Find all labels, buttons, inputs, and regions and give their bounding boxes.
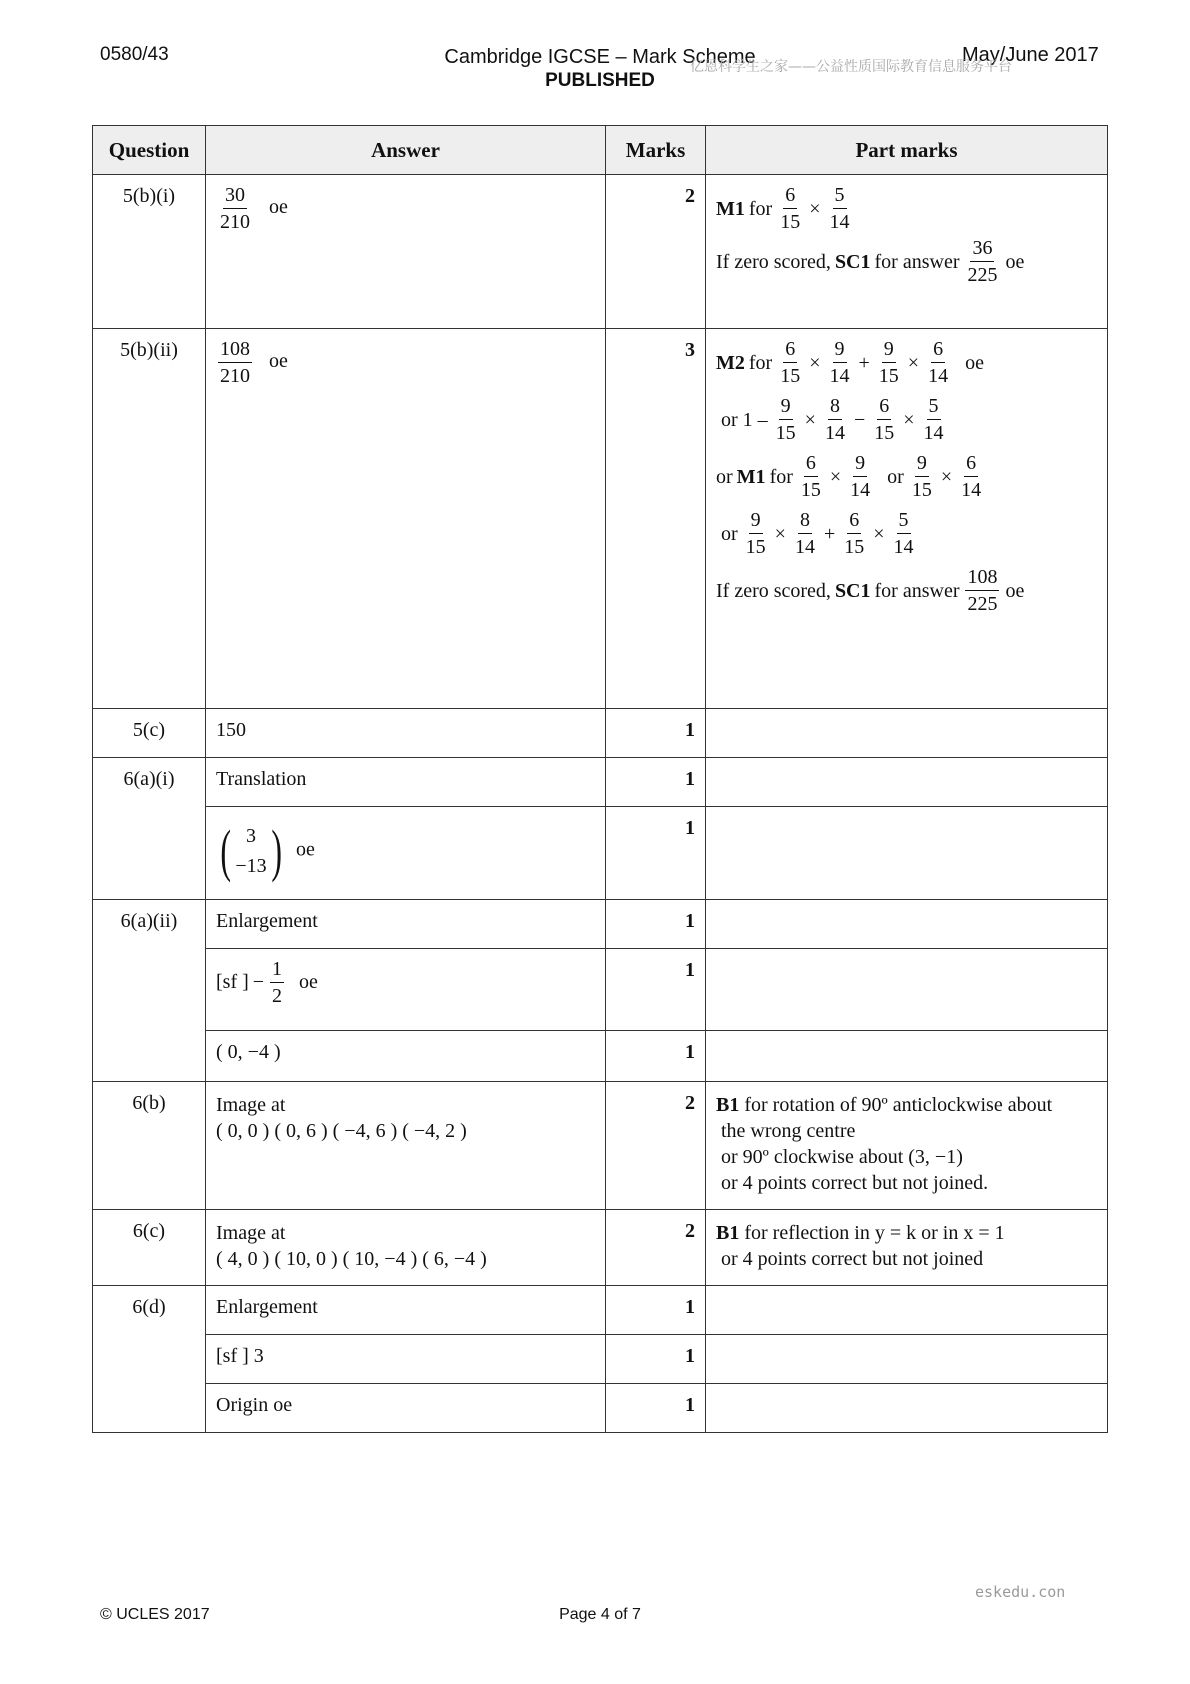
mark-code: SC1	[834, 579, 871, 602]
denominator: 14	[824, 422, 845, 444]
question-cell: 5(c)	[93, 709, 206, 758]
part-marks-cell	[706, 1031, 1108, 1082]
text: for	[769, 465, 793, 488]
table-row	[93, 175, 1108, 329]
part-marks-cell	[706, 758, 1108, 807]
numerator: 6	[783, 339, 797, 363]
fraction	[848, 453, 872, 500]
fraction	[799, 453, 823, 500]
footer-watermark: eskedu.con	[975, 1583, 1066, 1601]
table-row	[93, 709, 1108, 758]
marks-cell: 1	[606, 949, 706, 1031]
part-marks-cell: M1 for $\frac{6}{15}$ × $\frac{5}{14}$ If zero scored, SC1 for answer $\frac{36}{225}$ oe	[706, 175, 1108, 329]
mark-code: B1	[716, 1094, 740, 1116]
numerator: 9	[915, 453, 929, 477]
text: for	[748, 197, 773, 220]
answer-cell: Enlargement	[206, 1286, 606, 1335]
marks-cell: 2	[606, 1210, 706, 1286]
copyright: © UCLES 2017	[100, 1606, 210, 1623]
text: [sf ]	[216, 971, 249, 993]
answer-cell: ( 0, −4 )	[206, 1031, 606, 1082]
mark-code: M1	[736, 465, 766, 488]
numerator: 5	[927, 396, 941, 420]
question-header: Question	[93, 126, 206, 175]
denominator: 14	[961, 479, 982, 501]
table-row	[93, 1335, 1108, 1384]
numerator: 9	[779, 396, 793, 420]
part-marks-cell	[706, 807, 1108, 900]
oe-note: oe	[299, 971, 318, 993]
document-title: Cambridge IGCSE – Mark Scheme	[444, 46, 756, 68]
denominator: 14	[923, 422, 944, 444]
text: for answer	[874, 250, 960, 273]
denominator: 14	[928, 365, 949, 387]
fraction	[823, 396, 847, 443]
denominator: 15	[780, 211, 801, 233]
text: If zero scored,	[716, 579, 831, 602]
text: the wrong centre	[721, 1120, 856, 1142]
answer-cell	[206, 1082, 606, 1210]
fraction	[959, 453, 983, 500]
fraction	[774, 396, 798, 443]
part-marks-cell	[706, 1384, 1108, 1433]
table-row	[93, 807, 1108, 900]
fraction	[778, 339, 802, 386]
denominator: 2	[272, 985, 283, 1007]
minus-sign: −	[252, 971, 265, 993]
table-row	[93, 1210, 1108, 1286]
denominator: 14	[893, 536, 914, 558]
fraction	[842, 510, 866, 557]
answer-cell	[206, 807, 606, 900]
text: or 90º clockwise about (3, −1)	[721, 1146, 963, 1168]
denominator: 14	[829, 365, 850, 387]
answer-cell: [sf ] 3	[206, 1335, 606, 1384]
marks-cell: 1	[606, 900, 706, 949]
denominator: 15	[780, 365, 801, 387]
numerator: 1	[270, 959, 284, 983]
text: or	[716, 465, 733, 488]
numerator: 6	[964, 453, 978, 477]
numerator: 6	[877, 396, 891, 420]
marks-cell: 1	[606, 1335, 706, 1384]
numerator: 9	[749, 510, 763, 534]
answer-cell: Origin oe	[206, 1384, 606, 1433]
part-marks-cell	[706, 1210, 1108, 1286]
numerator: 108	[965, 567, 999, 591]
numerator: 5	[897, 510, 911, 534]
numerator: 9	[853, 453, 867, 477]
denominator: 15	[844, 536, 865, 558]
denominator: 15	[911, 479, 932, 501]
answer-cell	[206, 1210, 606, 1286]
answer-cell	[206, 175, 606, 329]
fraction	[965, 238, 999, 285]
fraction	[828, 339, 852, 386]
fraction	[965, 567, 999, 614]
exam-session: May/June 2017	[962, 44, 1099, 66]
oe-note: oe	[1005, 250, 1025, 273]
numerator: 108	[218, 339, 252, 363]
answer-fraction	[218, 339, 252, 386]
numerator: 5	[833, 185, 847, 209]
text: or 4 points correct but not joined	[721, 1248, 984, 1270]
part-marks-cell	[706, 900, 1108, 949]
question-cell: 5(b)(i)	[93, 175, 206, 329]
right-paren: )	[270, 818, 282, 883]
fraction	[793, 510, 817, 557]
fraction	[892, 510, 916, 557]
question-cell: 6(b)	[93, 1082, 206, 1210]
table-header-row	[93, 126, 1108, 175]
answer-fraction	[218, 185, 252, 232]
denominator: 14	[850, 479, 871, 501]
part-marks-cell	[706, 709, 1108, 758]
text: for	[748, 351, 773, 374]
question-cell: 6(c)	[93, 1210, 206, 1286]
text: or	[887, 465, 904, 488]
denominator: 15	[878, 365, 899, 387]
denominator: 210	[220, 211, 250, 233]
paper-code: 0580/43	[100, 44, 169, 65]
fraction	[744, 510, 768, 557]
vector-entries	[235, 821, 266, 881]
text: for answer	[874, 579, 960, 602]
page-number: Page 4 of 7	[559, 1606, 641, 1623]
part-marks-cell	[706, 949, 1108, 1031]
numerator: 6	[847, 510, 861, 534]
text: or 4 points correct but not joined.	[721, 1172, 989, 1194]
fraction	[926, 339, 950, 386]
marks-cell: 1	[606, 1384, 706, 1433]
answer-cell: Translation	[206, 758, 606, 807]
fraction	[910, 453, 934, 500]
marks-cell: 2	[606, 175, 706, 329]
part-marks-cell	[706, 1082, 1108, 1210]
question-cell: 6(d)	[93, 1286, 206, 1433]
fraction	[922, 396, 946, 443]
vector-top: 3	[245, 825, 256, 847]
vector-bottom: −13	[235, 855, 267, 877]
answer-cell: Enlargement	[206, 900, 606, 949]
oe-note: oe	[965, 351, 984, 374]
text: or 1 –	[721, 408, 768, 431]
table-row	[93, 1384, 1108, 1433]
text: or	[721, 522, 738, 545]
numerator: 30	[223, 185, 247, 209]
table-row	[93, 758, 1108, 807]
mark-code: SC1	[834, 250, 871, 273]
table-row	[93, 329, 1108, 709]
numerator: 6	[783, 185, 797, 209]
part-marks-cell: M2 for $\frac{6}{15}$ × $\frac{9}{14}$ + $\frac{9}{15}$ × $\frac{6}{14}$ oe or 1 – $\frac{9}{15}$ × $\frac{8}{14}$ − $\frac{6}{15}$ × $\frac{5}{14}$ or M1 for $\frac{6}{15}$ × $\frac{9}{14}$ or $\frac{9}{15}$ × $\frac{6}{14}$ or $\frac{9}{15}$ × $\frac{8}{14}$ + $\frac{6}{15}$ × $\frac{5}{14}$ If zero scored, SC1 for answer $\frac{108}{225}$ oe	[706, 329, 1108, 709]
text: for reflection in y = k or in x = 1	[744, 1222, 1005, 1244]
answer-header: Answer	[206, 126, 606, 175]
text: for rotation of 90º anticlockwise about	[744, 1094, 1053, 1116]
table-row	[93, 1031, 1108, 1082]
question-cell: 6(a)(ii)	[93, 900, 206, 1082]
fraction	[828, 185, 852, 232]
numerator: 36	[970, 238, 994, 262]
marks-cell: 2	[606, 1082, 706, 1210]
denominator: 210	[220, 365, 250, 387]
answer-line: ( 0, 0 ) ( 0, 6 ) ( −4, 6 ) ( −4, 2 )	[216, 1120, 467, 1142]
numerator: 6	[804, 453, 818, 477]
oe-note: oe	[269, 196, 288, 219]
table-row	[93, 1286, 1108, 1335]
denominator: 15	[874, 422, 895, 444]
answer-line: Image at	[216, 1094, 286, 1116]
denominator: 14	[794, 536, 815, 558]
fraction	[778, 185, 802, 232]
marks-cell: 1	[606, 709, 706, 758]
denominator: 15	[775, 422, 796, 444]
part-marks-cell	[706, 1335, 1108, 1384]
table-row	[93, 900, 1108, 949]
left-paren: (	[220, 818, 231, 883]
marks-cell: 1	[606, 807, 706, 900]
question-cell: 6(a)(i)	[93, 758, 206, 900]
part-marks-header: Part marks	[706, 126, 1108, 175]
denominator: 225	[967, 593, 998, 615]
oe-note: oe	[295, 838, 315, 861]
marks-cell: 1	[606, 1286, 706, 1335]
marks-cell: 1	[606, 1031, 706, 1082]
fraction	[877, 339, 901, 386]
numerator: 8	[798, 510, 812, 534]
fraction	[270, 959, 284, 1006]
table-row	[93, 949, 1108, 1031]
mark-scheme-table	[92, 125, 1108, 1433]
mark-code: B1	[716, 1222, 740, 1244]
numerator: 8	[828, 396, 842, 420]
header-watermark: 亿恩科学生之家——公益性质国际教育信息服务平台	[690, 59, 1012, 75]
denominator: 15	[800, 479, 821, 501]
answer-line: ( 4, 0 ) ( 10, 0 ) ( 10, −4 ) ( 6, −4 )	[216, 1248, 487, 1270]
denominator: 14	[829, 211, 850, 233]
marks-cell: 3	[606, 329, 706, 709]
denominator: 225	[967, 264, 998, 286]
marks-header: Marks	[606, 126, 706, 175]
answer-line: Image at	[216, 1222, 286, 1244]
question-cell: 5(b)(ii)	[93, 329, 206, 709]
oe-note: oe	[1005, 579, 1025, 602]
mark-code: M2	[716, 351, 745, 374]
mark-code: M1	[716, 197, 745, 220]
published-label: PUBLISHED	[545, 70, 655, 91]
part-marks-cell	[706, 1286, 1108, 1335]
answer-cell: 150	[206, 709, 606, 758]
fraction	[872, 396, 896, 443]
text: If zero scored,	[716, 250, 831, 273]
marks-cell: 1	[606, 758, 706, 807]
table-row	[93, 1082, 1108, 1210]
numerator: 6	[931, 339, 945, 363]
numerator: 9	[833, 339, 847, 363]
answer-cell	[206, 949, 606, 1031]
oe-note: oe	[269, 350, 288, 373]
column-vector	[216, 818, 286, 883]
answer-cell	[206, 329, 606, 709]
numerator: 9	[882, 339, 896, 363]
denominator: 15	[745, 536, 766, 558]
